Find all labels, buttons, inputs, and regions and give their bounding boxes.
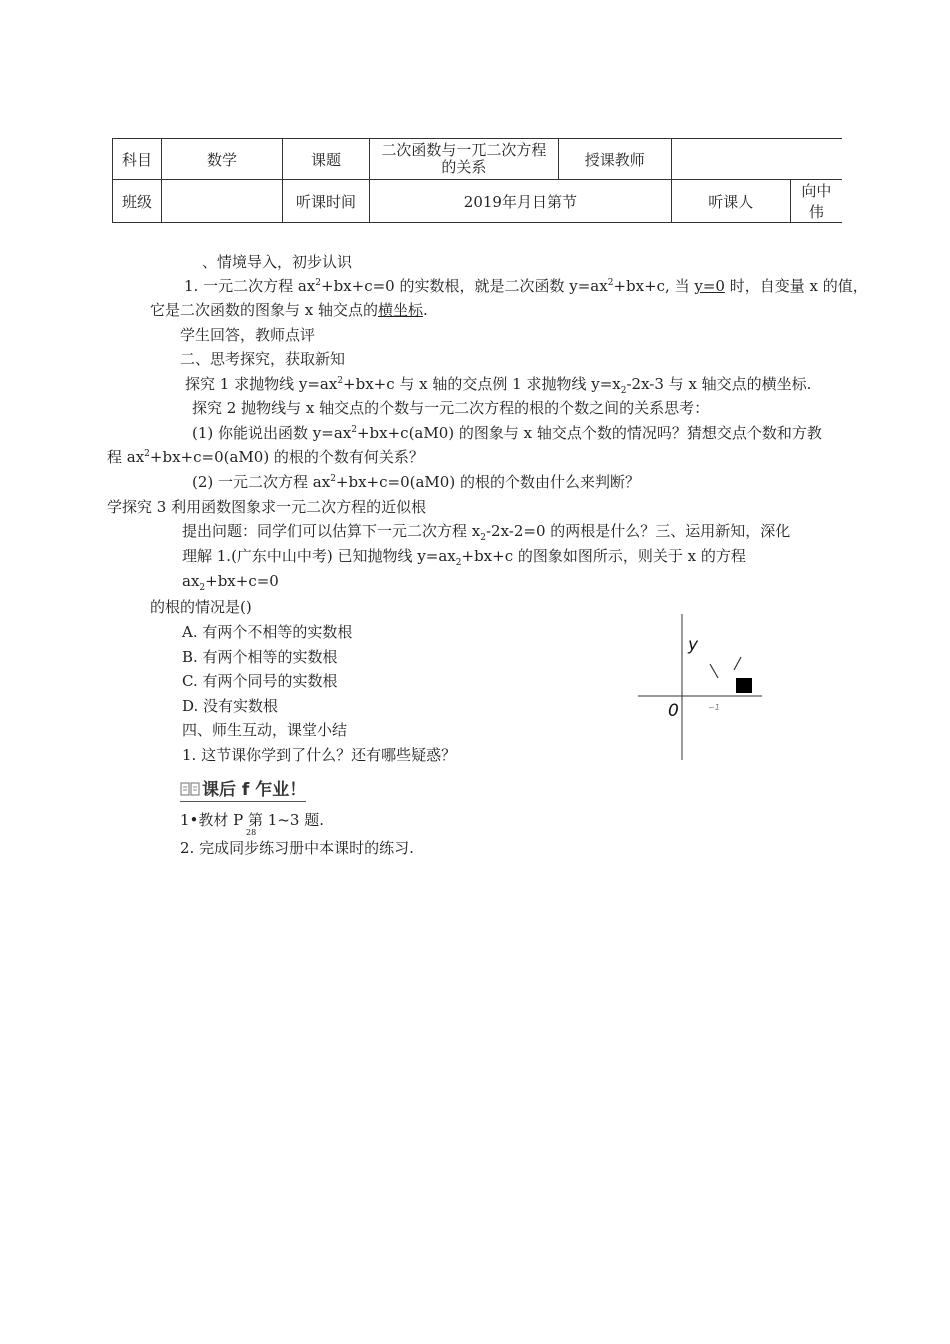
homework-title: 课后 f 乍业！ [180, 775, 306, 802]
table-row [113, 139, 843, 180]
y-axis-label: y [688, 635, 699, 655]
section-2-paragraph-2: 探究 2 抛物线与 x 轴交点的个数与一元二次方程的根的个数之间的关系思考： [192, 399, 710, 417]
question-stem: 的根的情况是() [150, 598, 252, 616]
homework-item-2: 2. 完成同步练习册中本课时的练习. [180, 839, 414, 857]
topic-value: 二次函数与一兀二次方程的关系 [370, 139, 559, 180]
tick-label: ~1 [708, 703, 720, 712]
option-b: B. 有两个相等的实数根 [182, 648, 338, 666]
lesson-info-table [112, 138, 842, 223]
section-1-paragraph-1-cont: 它是二次函数的图象与 x 轴交点的横坐标. [150, 301, 428, 319]
table-row [113, 180, 843, 223]
section-2-paragraph-3: (1) 你能说出函数 $y=ax^2+bx+c(aM0)$ 的图象与 x 轴交点个数的情况吗？猜想交点个数和方教 [192, 424, 822, 442]
option-c: C. 有两个同号的实数根 [182, 672, 338, 690]
subject-label: 科目 [113, 139, 162, 180]
listener-label: 听课人 [671, 180, 790, 223]
section-1-paragraph-1: 1. 一元二次方程 $ax^2+bx+c=0$ 的实数根，就是二次函数 $y=ax^2+bx+c$, 当 y=0 时，自变量 x 的值， [184, 277, 868, 295]
teacher-label: 授课教师 [558, 139, 671, 180]
option-d: D. 没有实数根 [182, 697, 279, 715]
section-4-paragraph-1: 1. 这节课你学到了什么？还有哪些疑惑？ [182, 746, 457, 764]
class-label: 班级 [113, 180, 162, 223]
origin-label: 0 [668, 701, 679, 721]
section-2-paragraph-7: 理解 1.(广东中山中考) 已知抛物线 $y=ax_2+bx+c$ 的图象如图所示，则关于 x 的方程 [182, 547, 746, 568]
section-4-heading: 四、师生互动，课堂小结 [182, 721, 348, 739]
homework-item-1-page: 28 [246, 828, 257, 837]
class-value [162, 180, 283, 223]
vertex-block [736, 678, 752, 693]
time-value: 2019年月日第节 [370, 180, 672, 223]
time-label: 听课时间 [283, 180, 370, 223]
section-2-paragraph-1: 探究 1 求抛物线 $y=ax^2+bx+c$ 与 x 轴的交点例 1 求抛物线 $y=x_2-2x-3$ 与 x 轴交点的横坐标. [185, 375, 812, 396]
subject-value: 数学 [162, 139, 283, 180]
section-2-paragraph-4: (2) 一元二次方程 $ax^2+bx+c=0(aM0)$ 的根的个数由什么来判断？ [192, 473, 640, 491]
section-2-paragraph-5: 学探究 3 利用函数图象求一元二次方程的近似根 [107, 498, 427, 516]
parabola-left-arm [710, 664, 718, 678]
section-2-paragraph-3-cont: 程 $ax^2+bx+c=0(aM0)$ 的根的个数有何关系？ [107, 448, 424, 466]
section-2-paragraph-6: 提出问题：同学们可以估算下一元二次方程 $x_2-2x-2=0$ 的两根是什么？三、运用新知，深化 [182, 522, 791, 543]
listener-value: 向中伟 [790, 180, 842, 223]
section-2-heading: 二、思考探究，获取新知 [180, 350, 346, 368]
topic-label: 课题 [283, 139, 370, 180]
parabola-right-arm [734, 657, 741, 670]
section-2-paragraph-8: $ax_2+bx+c=0$ [182, 572, 279, 593]
section-1-paragraph-2: 学生回答，教师点评 [180, 326, 316, 344]
option-a: A. 有两个不相等的实数根 [182, 623, 353, 641]
parabola-graph [630, 612, 770, 764]
homework-icon [180, 781, 200, 797]
homework-item-1: 1•教材 P 第 1~3 题. [180, 811, 324, 829]
teacher-value [671, 139, 842, 180]
section-1-heading: 、情境导入，初步认识 [202, 253, 353, 271]
